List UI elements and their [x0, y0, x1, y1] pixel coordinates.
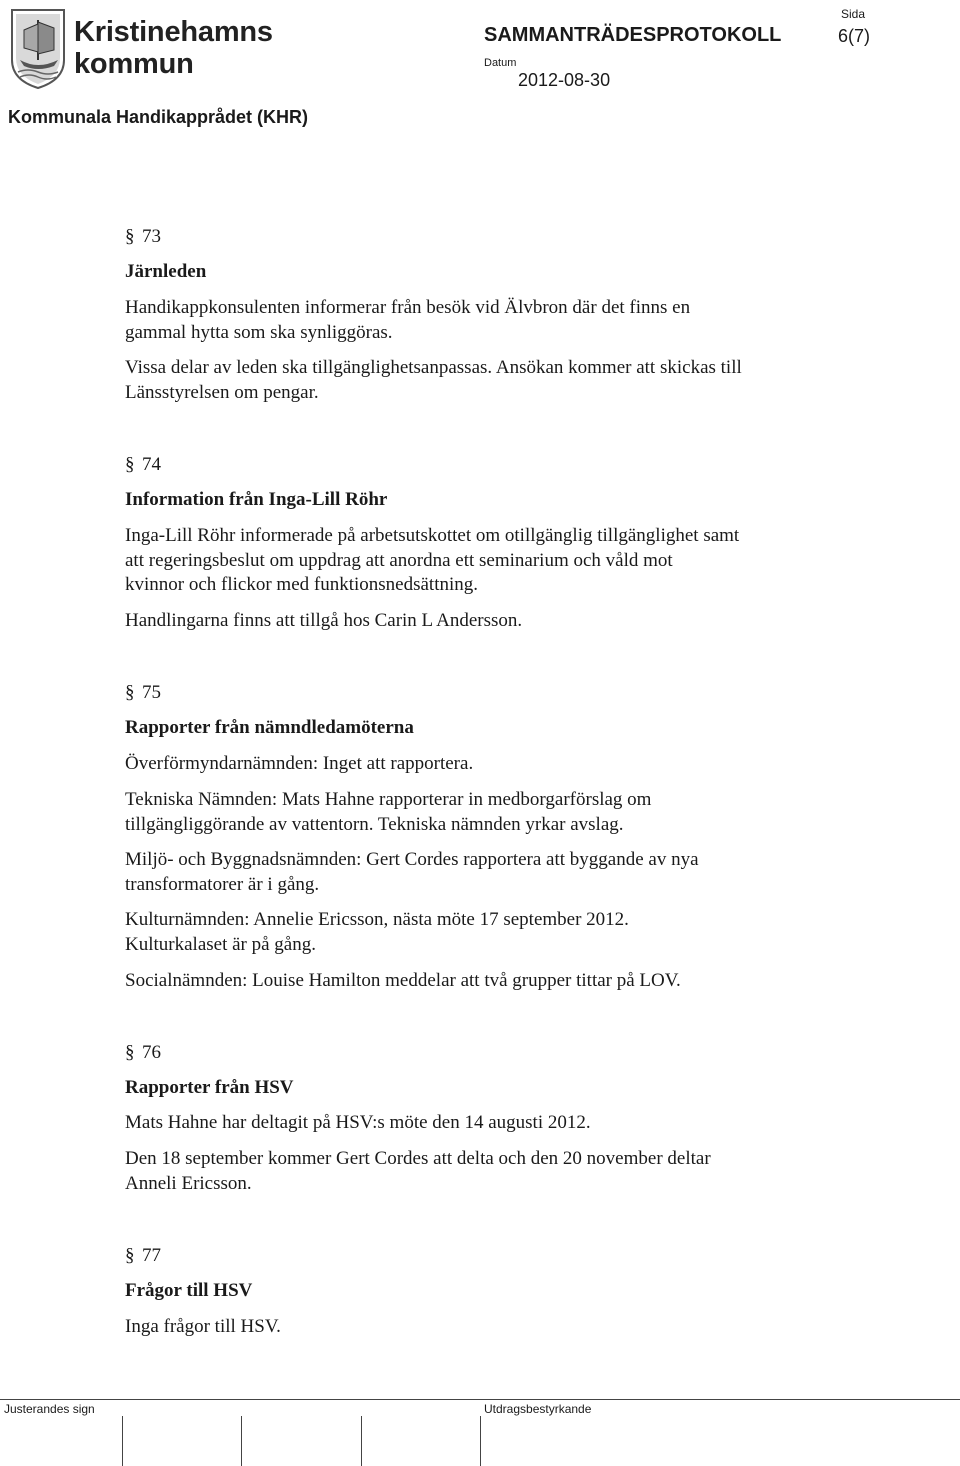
section-paragraph: Socialnämnden: Louise Hamilton meddelar att två grupper tittar på LOV.	[125, 970, 681, 991]
section-heading: Rapporter från HSV	[125, 1077, 294, 1098]
section-number: § 74	[125, 454, 161, 475]
section-symbol: §	[125, 682, 135, 703]
section-paragraph: Mats Hahne har deltagit på HSV:s möte den 14 augusti 2012.	[125, 1112, 591, 1133]
section-heading: Frågor till HSV	[125, 1280, 253, 1301]
section-paragraph: Handikappkonsulenten informerar från besök vid Älvbron där det finns en gammal hytta som ska synliggöras.	[125, 297, 691, 343]
section-symbol: §	[125, 454, 135, 475]
section-paragraph: Kulturnämnden: Annelie Ericsson, nästa möte 17 september 2012. Kulturkalaset är på gång.	[125, 909, 629, 955]
section-paragraph: Miljö- och Byggnadsnämnden: Gert Cordes rapportera att byggande av nya transformatorer är i gång.	[125, 849, 699, 895]
section-number: § 73	[125, 226, 161, 247]
section-number: § 77	[125, 1245, 161, 1266]
section-heading: Järnleden	[125, 261, 207, 282]
municipality-name-line1: Kristinehamns	[74, 16, 273, 48]
municipality-name-line2: kommun	[74, 48, 194, 80]
signature-box-divider	[122, 1416, 123, 1466]
section-paragraph: Överförmyndarnämnden: Inget att rapportera.	[125, 753, 474, 774]
extract-label: Utdragsbestyrkande	[484, 1402, 592, 1416]
section-paragraph: Inga-Lill Röhr informerade på arbetsutskottet om otillgänglig tillgänglighet samt att regeringsbeslut om uppdrag att anordna ett seminarium och våld mot kvinnor och flickor med funktionsnedsättning.	[125, 525, 740, 595]
page-label: Sida	[841, 7, 866, 21]
date-label: Datum	[484, 57, 517, 69]
section-number: § 75	[125, 682, 161, 703]
footer-divider	[0, 1399, 960, 1400]
signature-box-divider	[361, 1416, 362, 1466]
section-heading: Rapporter från nämndledamöterna	[125, 717, 414, 738]
section-heading: Information från Inga-Lill Röhr	[125, 489, 388, 510]
signature-label: Justerandes sign	[4, 1402, 95, 1416]
page-number: 6(7)	[838, 26, 871, 46]
section-symbol: §	[125, 1042, 135, 1063]
section-paragraph: Vissa delar av leden ska tillgänglighetsanpassas. Ansökan kommer att skickas till Länsstyrelsen om pengar.	[125, 357, 742, 403]
section-paragraph: Inga frågor till HSV.	[125, 1316, 281, 1337]
committee-name: Kommunala Handikapprådet (KHR)	[8, 107, 309, 127]
section-paragraph: Tekniska Nämnden: Mats Hahne rapporterar in medborgarförslag om tillgängliggörande av vattentorn. Tekniska nämnden yrkar avslag.	[125, 789, 652, 835]
document-title: SAMMANTRÄDESPROTOKOLL	[484, 24, 782, 46]
municipality-logo	[8, 8, 68, 90]
section-symbol: §	[125, 1245, 135, 1266]
signature-box-divider	[480, 1416, 481, 1466]
section-paragraph: Handlingarna finns att tillgå hos Carin L Andersson.	[125, 610, 523, 631]
signature-box-divider	[241, 1416, 242, 1466]
date-value: 2012-08-30	[518, 70, 611, 90]
section-symbol: §	[125, 226, 135, 247]
section-number: § 76	[125, 1042, 161, 1063]
section-paragraph: Den 18 september kommer Gert Cordes att delta och den 20 november deltar Anneli Ericsson.	[125, 1148, 711, 1194]
